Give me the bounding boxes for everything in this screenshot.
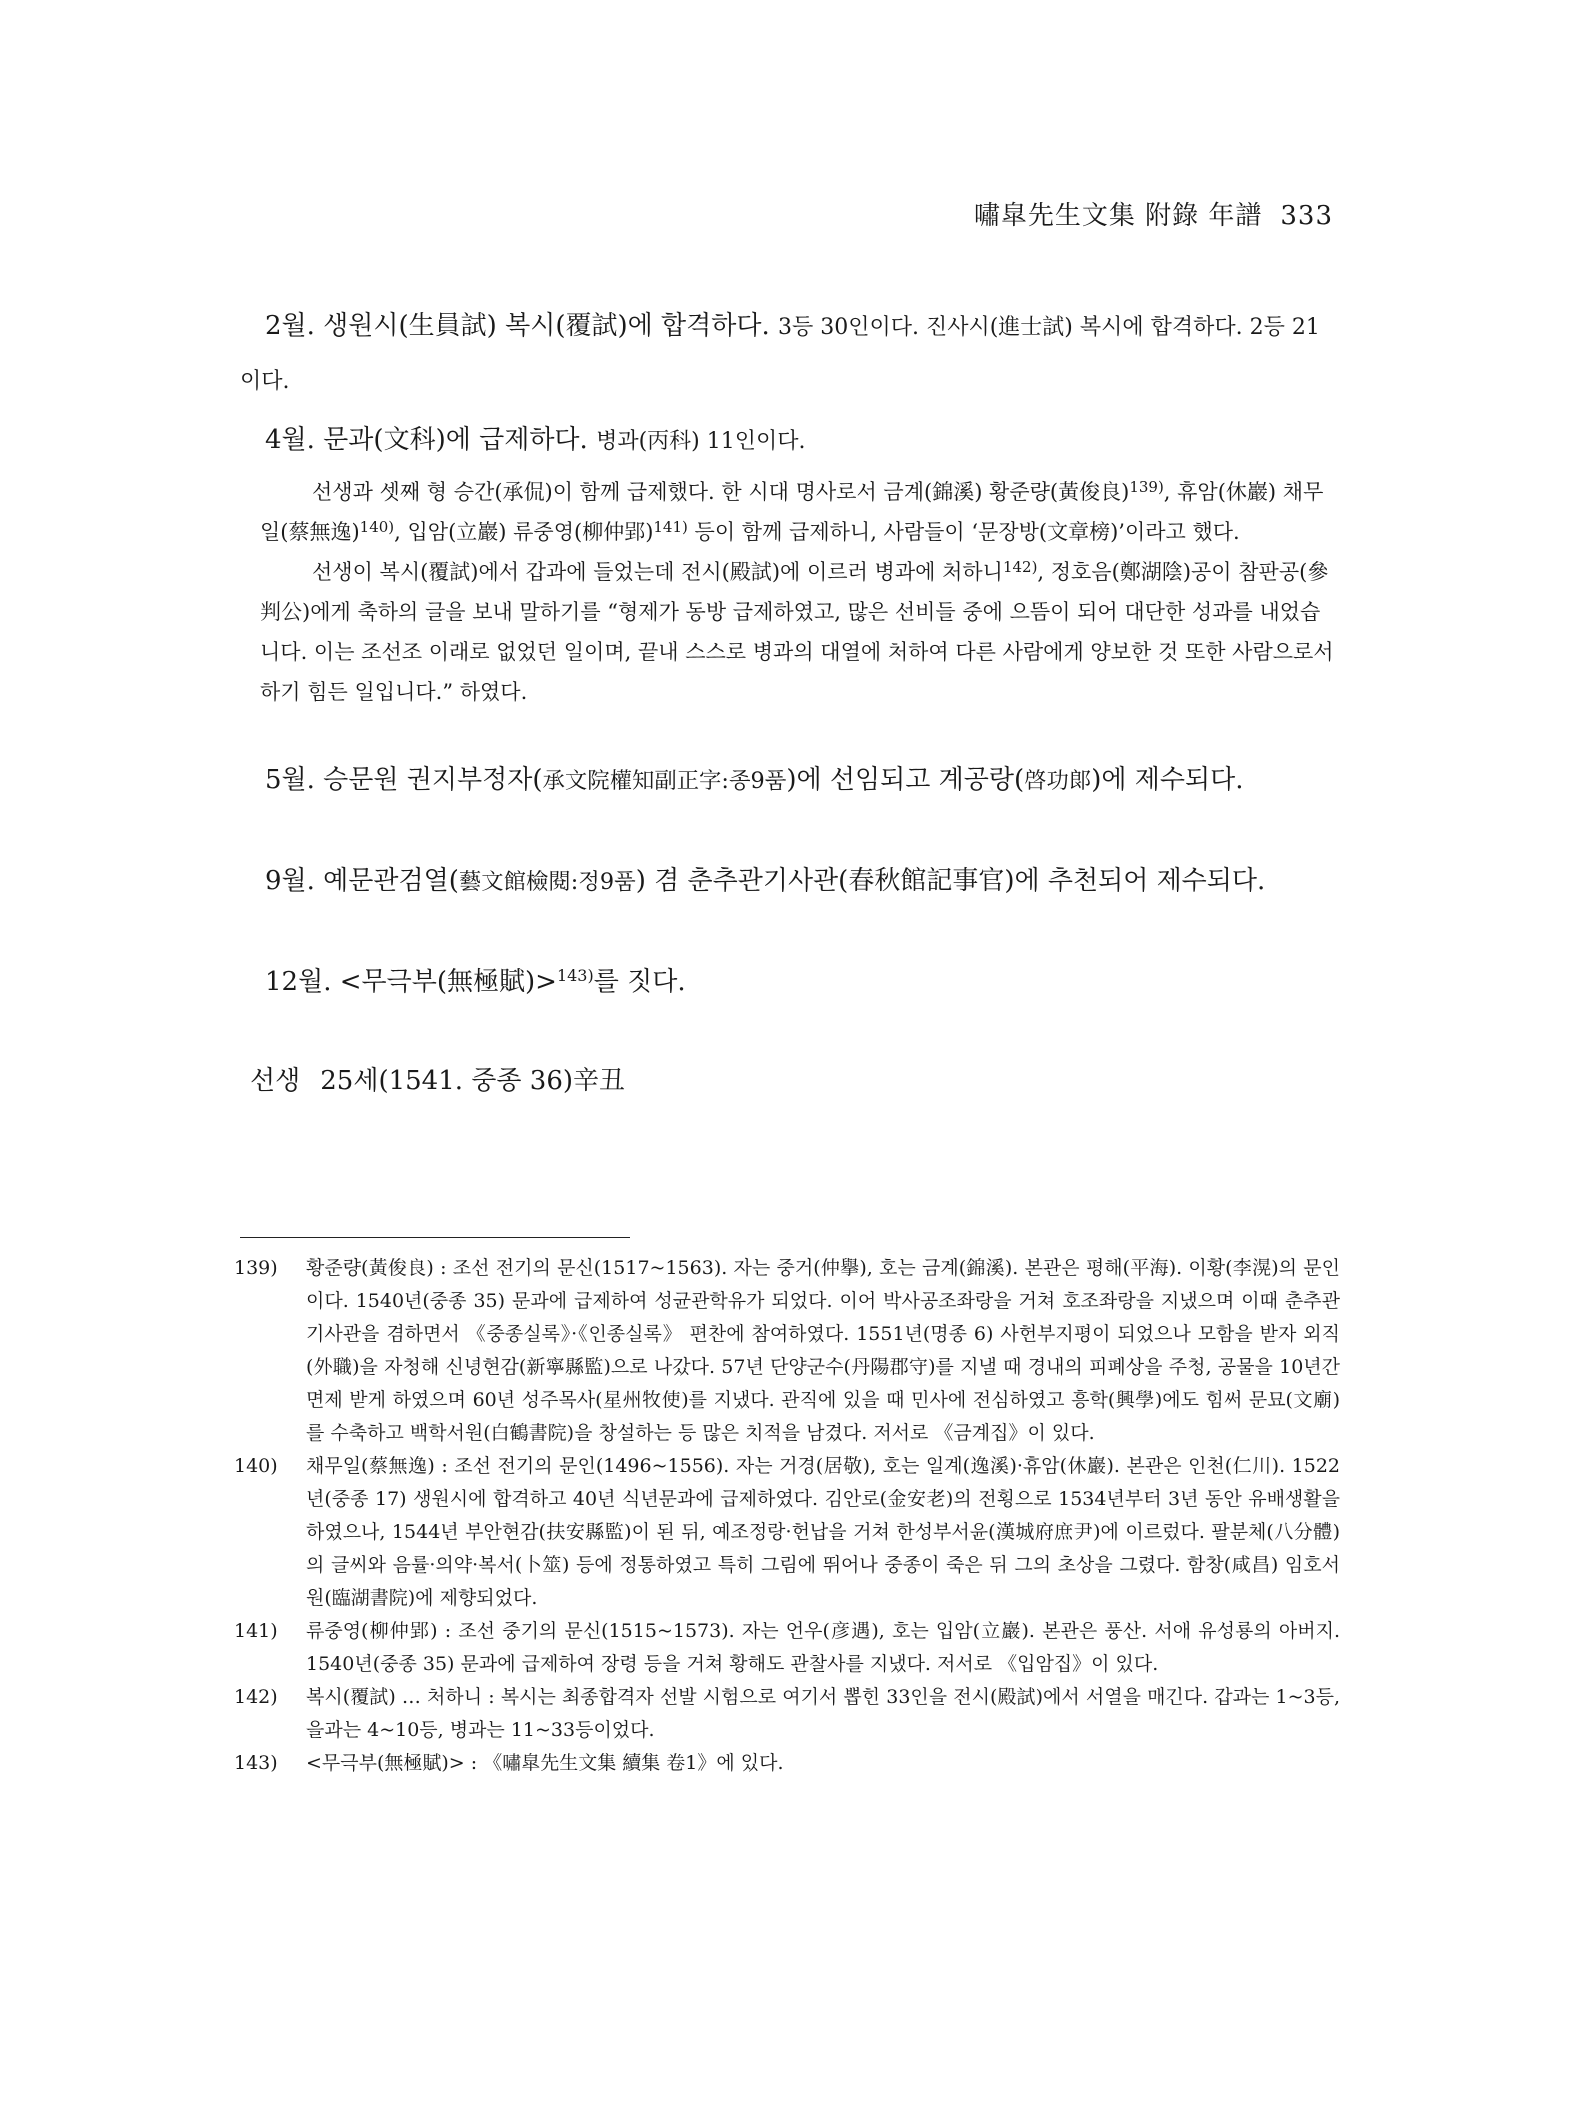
age-number: 25세	[320, 1066, 379, 1096]
header-title: 嘯皐先生文集 附錄 年譜	[973, 201, 1263, 231]
footnote-text: 채무일(蔡無逸) : 조선 전기의 문인(1496~1556). 자는 거경(居敬), 호는 일계(逸溪)·휴암(休巖). 본관은 인천(仁川). 1522년(중종 17) 생원시에 합격하고 40년 식년문과에 급제하였다. 김안로(金安老)의 전횡으로 1534년부터 3년 동안 유배생활을 하였으나, 1544년 부안현감(扶安縣監)이 된 뒤, 예조정랑·헌납을 거쳐 한성부서윤(漢城府庶尹)에 이르렀다. 팔분체(八分體)의 글씨와 음률·의약·복서(卜筮) 등에 정통하였고 특히 그림에 뛰어나 중종이 죽은 뒤 그의 초상을 그렸다. 함창(咸昌) 임호서원(臨湖書院)에 제향되었다.	[306, 1455, 1340, 1609]
page-number: 333	[1280, 201, 1333, 231]
footnote-number: 139)	[234, 1257, 278, 1279]
footnote-number: 140)	[234, 1455, 278, 1477]
entry-text-small: 承文院權知副正字:종9품	[542, 768, 787, 794]
entry-february-main: 2월. 생원시(生員試) 복시(覆試)에 합격하다.	[265, 311, 770, 341]
footnote-ref-139: 139)	[1129, 478, 1164, 496]
entry-text: 5월. 승문원 권지부정자(	[265, 765, 543, 795]
entry-text: 12월. <무극부(無極賦)>	[265, 967, 557, 997]
footnote-text: 류중영(柳仲郢) : 조선 중기의 문신(1515~1573). 자는 언우(彦遇), 호는 입암(立巖). 본관은 풍산. 서애 유성룡의 아버지. 1540년(중종 35) 문과에 급제하여 장령 등을 거쳐 황해도 관찰사를 지냈다. 저서로 《입암집》이 있다.	[306, 1620, 1340, 1675]
footnote-text: <무극부(無極賦)> : 《嘯皐先生文集 續集 卷1》에 있다.	[306, 1752, 784, 1774]
entry-december	[240, 956, 1335, 1008]
footnotes	[234, 1252, 1340, 1780]
age-heading	[240, 1060, 1335, 1097]
entry-february	[240, 300, 1335, 408]
footnote-140	[234, 1450, 1340, 1615]
entry-september	[240, 855, 1335, 908]
entry-text: )에 선임되고 계공랑(	[786, 765, 1025, 795]
entry-text-small: 啓功郞	[1024, 768, 1092, 794]
footnote-ref-141: 141)	[653, 518, 688, 536]
paragraph-text: 등이 함께 급제하니, 사람들이 ‘문장방(文章榜)’이라고 했다.	[687, 520, 1240, 544]
paragraph-text: 선생과 셋째 형 승간(承侃)이 함께 급제했다. 한 시대 명사로서 금계(錦溪) 황준량(黃俊良)	[312, 480, 1130, 504]
entry-text-small: 藝文館檢閱:정9품	[458, 869, 636, 895]
footnote-number: 143)	[234, 1752, 278, 1774]
paragraph-text: , 휴암(休巖) 채무일(蔡無逸)	[260, 480, 1324, 544]
entry-may	[240, 754, 1335, 807]
footnote-text: 황준량(黃俊良) : 조선 전기의 문신(1517~1563). 자는 중거(仲擧), 호는 금계(錦溪). 본관은 평해(平海). 이황(李滉)의 문인이다. 1540년(중종 35) 문과에 급제하여 성균관학유가 되었다. 이어 박사공조좌랑을 거쳐 호조좌랑을 지냈으며 이때 춘추관기사관을 겸하면서 《중종실록》·《인종실록》 편찬에 참여하였다. 1551년(명종 6) 사헌부지평이 되었으나 모함을 받자 외직(外職)을 자청해 신녕현감(新寧縣監)으로 나갔다. 57년 단양군수(丹陽郡守)를 지낼 때 경내의 피폐상을 주청, 공물을 10년간 면제 받게 하였으며 60년 성주목사(星州牧使)를 지냈다. 관직에 있을 때 민사에 전심하였고 흥학(興學)에도 힘써 문묘(文廟)를 수축하고 백학서원(白鶴書院)을 창설하는 등 많은 치적을 남겼다. 저서로 《금계집》이 있다.	[306, 1257, 1340, 1444]
age-detail: (1541. 중종 36)辛丑	[378, 1066, 626, 1096]
footnote-142	[234, 1681, 1340, 1747]
entry-text: )에 제수되다.	[1091, 765, 1244, 795]
footnote-ref-140: 140)	[359, 518, 395, 536]
paragraph-text: , 정호음(鄭湖陰)공이 참판공(參判公)에게 축하의 글을 보내 말하기를 “형제가 동방 급제하였고, 많은 선비들 중에 으뜸이 되어 대단한 성과를 내었습니다. 이는 조선조 이래로 없었던 일이며, 끝내 스스로 병과의 대열에 처하여 다른 사람에게 양보한 것 또한 사람으로서 하기 힘든 일입니다.” 하였다.	[260, 560, 1334, 704]
footnote-139	[234, 1252, 1340, 1450]
footnote-number: 141)	[234, 1620, 278, 1642]
entry-april-main: 4월. 문과(文科)에 급제하다.	[265, 425, 588, 455]
entry-april-note: 병과(丙科) 11인이다.	[596, 429, 806, 454]
paragraph-april-2	[240, 552, 1335, 712]
paragraph-text: , 입암(立巖) 류중영(柳仲郢)	[394, 520, 654, 544]
entry-text: ) 겸 춘추관기사관(春秋館記事官)에 추천되어 제수되다.	[635, 866, 1266, 896]
main-content	[240, 300, 1335, 1097]
entry-text: 9월. 예문관검열(	[265, 866, 459, 896]
entry-february-note: 3등 30인이다. 진사시(進士試) 복시에 합격하다. 2등 21이다.	[240, 315, 1320, 394]
footnote-ref-143: 143)	[556, 966, 594, 985]
running-header	[974, 195, 1333, 232]
entry-april	[240, 414, 1335, 468]
paragraph-text: 선생이 복시(覆試)에서 갑과에 들었는데 전시(殿試)에 이르러 병과에 처하니	[312, 560, 1003, 584]
footnote-143	[234, 1747, 1340, 1780]
entry-text: 를 짓다.	[593, 967, 686, 997]
footnote-text: 복시(覆試) … 처하니 : 복시는 최종합격자 선발 시험으로 여기서 뽑힌 33인을 전시(殿試)에서 서열을 매긴다. 갑과는 1~3등, 을과는 4~10등, 병과는 11~33등이었다.	[306, 1686, 1340, 1741]
age-label: 선생	[250, 1066, 301, 1096]
footnote-ref-142: 142)	[1002, 558, 1038, 576]
footnote-number: 142)	[234, 1686, 278, 1708]
footnote-divider	[240, 1237, 630, 1238]
paragraph-april-1	[240, 472, 1335, 552]
footnote-141	[234, 1615, 1340, 1681]
